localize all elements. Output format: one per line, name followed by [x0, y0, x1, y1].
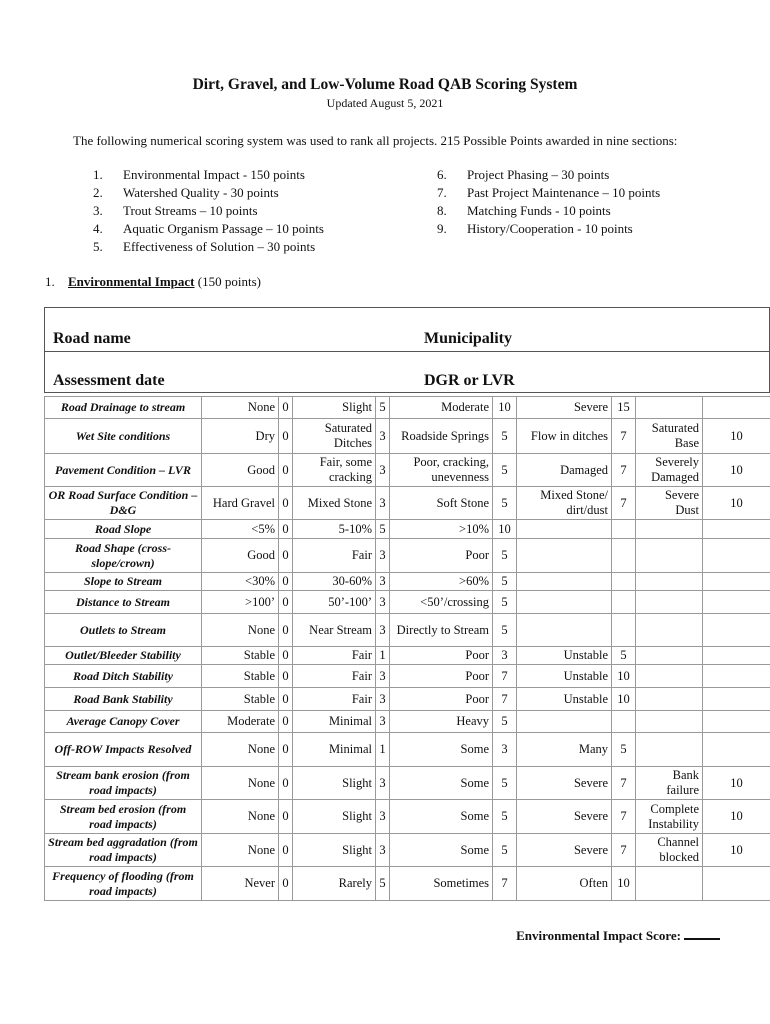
rating-points-cell — [703, 573, 770, 591]
rating-label-cell: Poor — [390, 688, 493, 711]
section-item-label: Matching Funds - 10 points — [467, 203, 611, 218]
section-item-label: Effectiveness of Solution – 30 points — [123, 239, 316, 254]
table-row — [45, 733, 770, 767]
criterion-cell: Stream bank erosion (from road impacts) — [45, 767, 202, 800]
section-item-number: 2. — [93, 185, 103, 200]
rating-points-cell: 0 — [279, 711, 293, 733]
municipality-label: Municipality — [424, 330, 513, 347]
rating-points-cell: 10 — [612, 688, 636, 711]
rating-label-cell: Mixed Stone — [293, 487, 376, 520]
section-item-label: Watershed Quality - 30 points — [123, 185, 279, 200]
rating-label-cell: Some — [390, 733, 493, 767]
rating-label-cell: Roadside Springs — [390, 419, 493, 454]
rating-points-cell: 5 — [493, 454, 517, 487]
rating-points-cell — [703, 867, 770, 901]
table-row — [45, 591, 770, 614]
rating-points-cell: 3 — [376, 614, 390, 647]
section-item-number: 5. — [93, 239, 103, 254]
criterion-cell: Slope to Stream — [45, 573, 202, 591]
section-heading — [45, 274, 261, 290]
rating-label-cell — [517, 520, 612, 539]
score-blank[interactable] — [684, 928, 720, 940]
rating-points-cell — [703, 614, 770, 647]
table-row — [45, 665, 770, 688]
rating-label-cell: Slight — [293, 397, 376, 419]
table-row — [45, 711, 770, 733]
rating-label-cell — [636, 591, 703, 614]
criterion-cell: Average Canopy Cover — [45, 711, 202, 733]
rating-label-cell: <50’/crossing — [390, 591, 493, 614]
rating-label-cell — [636, 733, 703, 767]
section-item — [437, 202, 660, 220]
table-row — [45, 520, 770, 539]
score-label: Environmental Impact Score: — [516, 928, 681, 943]
rating-label-cell: None — [202, 733, 279, 767]
rating-points-cell: 0 — [279, 688, 293, 711]
rating-label-cell: 30-60% — [293, 573, 376, 591]
rating-points-cell: 7 — [612, 800, 636, 834]
rating-points-cell: 10 — [703, 487, 770, 520]
section-number: 1. — [45, 274, 55, 289]
rating-points-cell: 5 — [493, 487, 517, 520]
rating-points-cell: 5 — [376, 397, 390, 419]
rating-label-cell: Slight — [293, 834, 376, 867]
rating-label-cell: Saturated Ditches — [293, 419, 376, 454]
table-row — [45, 688, 770, 711]
rating-points-cell: 7 — [612, 767, 636, 800]
rating-label-cell: Poor, cracking, unevenness — [390, 454, 493, 487]
table-row — [45, 767, 770, 800]
rating-points-cell: 7 — [493, 688, 517, 711]
criterion-cell: Road Bank Stability — [45, 688, 202, 711]
rating-label-cell: Poor — [390, 539, 493, 573]
rating-label-cell: <5% — [202, 520, 279, 539]
rating-label-cell: Hard Gravel — [202, 487, 279, 520]
info-divider — [45, 351, 769, 352]
rating-points-cell — [703, 711, 770, 733]
section-item — [93, 184, 324, 202]
criterion-cell: Outlets to Stream — [45, 614, 202, 647]
rating-points-cell: 3 — [376, 539, 390, 573]
rating-label-cell — [636, 520, 703, 539]
rating-points-cell: 5 — [493, 711, 517, 733]
rating-points-cell — [612, 591, 636, 614]
section-item-label: Environmental Impact - 150 points — [123, 167, 305, 182]
rating-points-cell — [612, 520, 636, 539]
rating-label-cell: Moderate — [390, 397, 493, 419]
rating-label-cell — [636, 397, 703, 419]
rating-points-cell — [703, 665, 770, 688]
section-item — [437, 184, 660, 202]
section-name: Environmental Impact — [68, 274, 195, 289]
section-item-number: 4. — [93, 221, 103, 236]
section-item — [93, 202, 324, 220]
rating-points-cell: 7 — [612, 454, 636, 487]
rating-label-cell: Slight — [293, 767, 376, 800]
rating-label-cell — [517, 539, 612, 573]
document-title: Dirt, Gravel, and Low-Volume Road QAB Scoring System — [192, 76, 578, 93]
rating-label-cell: Bank failure — [636, 767, 703, 800]
rating-points-cell: 1 — [376, 647, 390, 665]
rating-points-cell: 0 — [279, 419, 293, 454]
rating-label-cell: Some — [390, 800, 493, 834]
rating-label-cell: Mixed Stone/ dirt/dust — [517, 487, 612, 520]
table-row — [45, 539, 770, 573]
rating-points-cell: 3 — [493, 647, 517, 665]
section-item-number: 7. — [437, 185, 447, 200]
table-row — [45, 800, 770, 834]
table-row — [45, 834, 770, 867]
rating-points-cell: 0 — [279, 733, 293, 767]
rating-label-cell: Poor — [390, 665, 493, 688]
rating-points-cell: 5 — [612, 647, 636, 665]
rating-label-cell: Severe Dust — [636, 487, 703, 520]
rating-points-cell: 5 — [493, 591, 517, 614]
rating-points-cell: 0 — [279, 520, 293, 539]
rating-label-cell: Soft Stone — [390, 487, 493, 520]
environmental-impact-score — [516, 928, 720, 944]
rating-points-cell: 5 — [376, 867, 390, 901]
rating-points-cell — [703, 647, 770, 665]
rating-points-cell: 3 — [376, 767, 390, 800]
rating-label-cell: 50’-100’ — [293, 591, 376, 614]
rating-label-cell: Never — [202, 867, 279, 901]
section-points: (150 points) — [194, 274, 261, 289]
rating-label-cell: >60% — [390, 573, 493, 591]
rating-points-cell — [703, 688, 770, 711]
rating-label-cell: Slight — [293, 800, 376, 834]
rating-label-cell: Fair — [293, 688, 376, 711]
table-row — [45, 454, 770, 487]
section-item-label: Project Phasing – 30 points — [467, 167, 610, 182]
section-item — [93, 166, 324, 184]
rating-label-cell — [636, 665, 703, 688]
rating-points-cell: 0 — [279, 539, 293, 573]
rating-label-cell: Unstable — [517, 688, 612, 711]
criterion-cell: Frequency of flooding (from road impacts) — [45, 867, 202, 901]
rating-label-cell — [636, 867, 703, 901]
rating-points-cell — [703, 520, 770, 539]
rating-label-cell — [636, 647, 703, 665]
rating-label-cell: Minimal — [293, 711, 376, 733]
rating-points-cell: 0 — [279, 767, 293, 800]
rating-points-cell: 10 — [612, 867, 636, 901]
rating-label-cell: Often — [517, 867, 612, 901]
rating-label-cell: Moderate — [202, 711, 279, 733]
rating-points-cell: 3 — [493, 733, 517, 767]
document-subtitle: Updated August 5, 2021 — [326, 96, 444, 110]
rating-points-cell: 7 — [493, 665, 517, 688]
rating-points-cell: 0 — [279, 397, 293, 419]
rating-points-cell: 5 — [376, 520, 390, 539]
section-item-label: History/Cooperation - 10 points — [467, 221, 633, 236]
rating-points-cell: 3 — [376, 591, 390, 614]
rating-label-cell: Directly to Stream — [390, 614, 493, 647]
section-item — [437, 166, 660, 184]
rating-label-cell: Flow in ditches — [517, 419, 612, 454]
criterion-cell: Stream bed aggradation (from road impacts) — [45, 834, 202, 867]
criterion-cell: Pavement Condition – LVR — [45, 454, 202, 487]
criterion-cell: Road Shape (cross-slope/crown) — [45, 539, 202, 573]
rating-label-cell — [517, 573, 612, 591]
rating-points-cell: 0 — [279, 867, 293, 901]
sections-list-left — [93, 166, 324, 256]
rating-label-cell — [636, 539, 703, 573]
rating-points-cell: 5 — [493, 539, 517, 573]
rating-label-cell: Dry — [202, 419, 279, 454]
rating-label-cell: Complete Instability — [636, 800, 703, 834]
section-item-number: 9. — [437, 221, 447, 236]
rating-label-cell — [517, 614, 612, 647]
rating-label-cell: 5-10% — [293, 520, 376, 539]
rating-label-cell: Severe — [517, 767, 612, 800]
intro-paragraph: The following numerical scoring system was used to rank all projects. 215 Possible Points awarded in nine sections: — [73, 133, 678, 148]
rating-points-cell: 0 — [279, 800, 293, 834]
rating-points-cell: 7 — [612, 834, 636, 867]
rating-points-cell: 7 — [612, 487, 636, 520]
rating-label-cell: Poor — [390, 647, 493, 665]
section-item-label: Aquatic Organism Passage – 10 points — [123, 221, 324, 236]
rating-points-cell: 0 — [279, 487, 293, 520]
rating-points-cell — [612, 711, 636, 733]
rating-points-cell: 5 — [493, 419, 517, 454]
rating-label-cell — [517, 711, 612, 733]
rating-label-cell: Minimal — [293, 733, 376, 767]
rating-points-cell: 10 — [703, 834, 770, 867]
rating-points-cell — [612, 539, 636, 573]
rating-points-cell: 5 — [493, 573, 517, 591]
criterion-cell: Off-ROW Impacts Resolved — [45, 733, 202, 767]
criterion-cell: Road Ditch Stability — [45, 665, 202, 688]
rating-label-cell: Severe — [517, 834, 612, 867]
rating-label-cell: Stable — [202, 688, 279, 711]
rating-points-cell — [612, 614, 636, 647]
rating-label-cell: Unstable — [517, 647, 612, 665]
rating-points-cell: 10 — [703, 454, 770, 487]
rating-points-cell — [612, 573, 636, 591]
rating-points-cell: 0 — [279, 665, 293, 688]
rating-label-cell: Severe — [517, 397, 612, 419]
rating-label-cell: Fair — [293, 539, 376, 573]
section-item — [93, 220, 324, 238]
rating-points-cell: 3 — [376, 688, 390, 711]
rating-label-cell: Unstable — [517, 665, 612, 688]
rating-label-cell: None — [202, 397, 279, 419]
rating-label-cell: Sometimes — [390, 867, 493, 901]
rating-label-cell: Good — [202, 539, 279, 573]
rating-points-cell: 3 — [376, 711, 390, 733]
section-item-number: 6. — [437, 167, 447, 182]
rating-label-cell: Many — [517, 733, 612, 767]
rating-points-cell: 7 — [612, 419, 636, 454]
rating-label-cell — [636, 614, 703, 647]
rating-label-cell: Near Stream — [293, 614, 376, 647]
criterion-cell: Distance to Stream — [45, 591, 202, 614]
section-item — [437, 220, 660, 238]
rating-points-cell — [703, 591, 770, 614]
rating-label-cell: None — [202, 767, 279, 800]
rating-points-cell: 10 — [703, 419, 770, 454]
rating-label-cell: Stable — [202, 665, 279, 688]
rating-points-cell: 0 — [279, 573, 293, 591]
section-item-label: Trout Streams – 10 points — [123, 203, 258, 218]
rating-points-cell: 3 — [376, 419, 390, 454]
rating-points-cell: 10 — [612, 665, 636, 688]
section-item — [93, 238, 324, 256]
rating-label-cell: None — [202, 614, 279, 647]
rating-points-cell: 3 — [376, 454, 390, 487]
rating-label-cell — [636, 573, 703, 591]
rating-label-cell: Fair, some cracking — [293, 454, 376, 487]
rating-label-cell — [636, 711, 703, 733]
table-row — [45, 614, 770, 647]
criterion-cell: Outlet/Bleeder Stability — [45, 647, 202, 665]
rating-points-cell: 10 — [703, 767, 770, 800]
rating-points-cell: 3 — [376, 834, 390, 867]
table-row — [45, 487, 770, 520]
rating-points-cell: 15 — [612, 397, 636, 419]
rating-points-cell: 0 — [279, 591, 293, 614]
scoring-table — [44, 396, 770, 901]
rating-label-cell: Severe — [517, 800, 612, 834]
rating-points-cell: 10 — [493, 397, 517, 419]
rating-points-cell — [703, 539, 770, 573]
rating-label-cell: Severely Damaged — [636, 454, 703, 487]
rating-points-cell: 5 — [493, 767, 517, 800]
sections-list-right — [437, 166, 660, 238]
rating-label-cell: >100’ — [202, 591, 279, 614]
rating-points-cell: 0 — [279, 454, 293, 487]
criterion-cell: Wet Site conditions — [45, 419, 202, 454]
road-name-label: Road name — [53, 330, 131, 347]
rating-points-cell: 10 — [703, 800, 770, 834]
rating-points-cell: 10 — [493, 520, 517, 539]
rating-label-cell: Some — [390, 834, 493, 867]
section-item-number: 1. — [93, 167, 103, 182]
rating-label-cell: Rarely — [293, 867, 376, 901]
table-row — [45, 867, 770, 901]
rating-points-cell — [703, 733, 770, 767]
table-row — [45, 397, 770, 419]
criterion-cell: OR Road Surface Condition – D&G — [45, 487, 202, 520]
assessment-date-label: Assessment date — [53, 372, 165, 389]
rating-points-cell: 0 — [279, 614, 293, 647]
rating-points-cell: 1 — [376, 733, 390, 767]
rating-points-cell: 5 — [612, 733, 636, 767]
rating-label-cell: Fair — [293, 665, 376, 688]
criterion-cell: Stream bed erosion (from road impacts) — [45, 800, 202, 834]
rating-points-cell: 3 — [376, 665, 390, 688]
rating-points-cell: 3 — [376, 487, 390, 520]
section-item-number: 3. — [93, 203, 103, 218]
rating-label-cell: Heavy — [390, 711, 493, 733]
rating-label-cell: None — [202, 834, 279, 867]
section-item-label: Past Project Maintenance – 10 points — [467, 185, 661, 200]
rating-label-cell: <30% — [202, 573, 279, 591]
rating-points-cell: 7 — [493, 867, 517, 901]
table-row — [45, 573, 770, 591]
table-row — [45, 647, 770, 665]
road-info-box — [44, 307, 770, 393]
rating-points-cell — [703, 397, 770, 419]
rating-points-cell: 0 — [279, 834, 293, 867]
section-item-number: 8. — [437, 203, 447, 218]
criterion-cell: Road Slope — [45, 520, 202, 539]
rating-label-cell: None — [202, 800, 279, 834]
dgr-lvr-label: DGR or LVR — [424, 372, 515, 389]
rating-label-cell: Good — [202, 454, 279, 487]
rating-label-cell — [636, 688, 703, 711]
rating-points-cell: 3 — [376, 800, 390, 834]
rating-points-cell: 5 — [493, 614, 517, 647]
rating-label-cell: >10% — [390, 520, 493, 539]
rating-label-cell: Channel blocked — [636, 834, 703, 867]
rating-points-cell: 5 — [493, 834, 517, 867]
rating-label-cell — [517, 591, 612, 614]
table-row — [45, 419, 770, 454]
rating-points-cell: 0 — [279, 647, 293, 665]
rating-label-cell: Saturated Base — [636, 419, 703, 454]
rating-label-cell: Fair — [293, 647, 376, 665]
rating-points-cell: 3 — [376, 573, 390, 591]
rating-label-cell: Some — [390, 767, 493, 800]
criterion-cell: Road Drainage to stream — [45, 397, 202, 419]
rating-label-cell: Damaged — [517, 454, 612, 487]
rating-points-cell: 5 — [493, 800, 517, 834]
rating-label-cell: Stable — [202, 647, 279, 665]
